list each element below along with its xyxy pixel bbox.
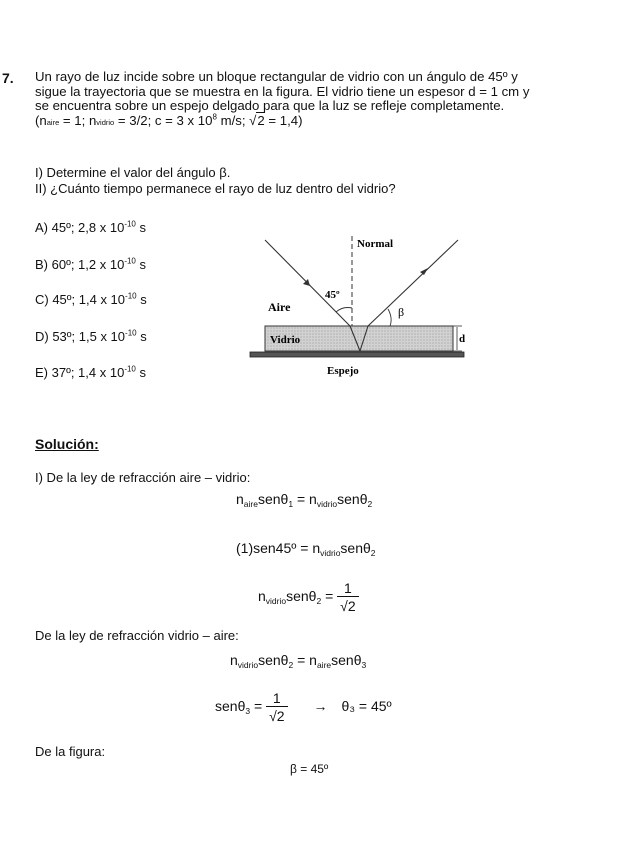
equation-4: $n_{vidrio}sen\theta_2 = n_{aire}sen\theta_3$ bbox=[230, 652, 367, 670]
statement-line-2: sigue la trayectoria que se muestra en la figura. El vidrio tiene un espesor d = 1 cm y bbox=[35, 83, 530, 99]
mirror bbox=[250, 352, 464, 357]
label-aire: Aire bbox=[268, 300, 291, 314]
given-values: (naire = 1; nvidrio = 3/2; c = 3 x $10^8$ m/s; √2 = 1,4) bbox=[35, 112, 303, 128]
equation-2: (1)sen45º = $n_{vidrio}sen\theta_2$ bbox=[236, 540, 376, 558]
label-beta: β bbox=[398, 305, 405, 319]
label-normal: Normal bbox=[357, 238, 394, 250]
equation-3: $n_{vidrio}sen\theta_2$ = $\frac{1}{√2}$ bbox=[258, 580, 359, 615]
option-b: B) 60º; 1,2 x $10^{-10}$ s bbox=[35, 256, 146, 272]
solution-title: Solución: bbox=[35, 436, 99, 452]
part1-intro: I) De la ley de refracción aire – vidrio: bbox=[35, 470, 251, 485]
equation-5: senθ$_3$ = $\frac{1}{√2}$ → θ₃ = 45º bbox=[215, 690, 392, 724]
problem-statement bbox=[35, 70, 631, 130]
option-e: E) 37º; 1,4 x $10^{-10}$ s bbox=[35, 364, 146, 380]
option-a: A) 45º; 2,8 x $10^{-10}$ s bbox=[35, 219, 146, 235]
part3-intro: De la figura: bbox=[35, 744, 106, 759]
question-1: I) Determine el valor del ángulo β. bbox=[35, 165, 231, 180]
option-d: D) 53º; 1,5 x $10^{-10}$ s bbox=[35, 328, 147, 344]
label-angle-45: 45º bbox=[325, 289, 340, 301]
part2-intro: De la ley de refracción vidrio – aire: bbox=[35, 628, 239, 643]
statement-line-1: Un rayo de luz incide sobre un bloque rectangular de vidrio con un ángulo de 45º y bbox=[35, 69, 518, 84]
label-vidrio: Vidrio bbox=[270, 334, 301, 346]
label-espejo: Espejo bbox=[327, 365, 359, 377]
option-c: C) 45º; 1,4 x $10^{-10}$ s bbox=[35, 291, 147, 307]
reflected-ray bbox=[368, 240, 458, 326]
result-beta: β = 45º bbox=[290, 762, 329, 776]
question-2: II) ¿Cuánto tiempo permanece el rayo de luz dentro del vidrio? bbox=[35, 181, 396, 196]
reflected-arrow bbox=[420, 268, 428, 275]
statement-line-3: se encuentra sobre un espejo delgado para que la luz se refleje completamente. bbox=[35, 98, 505, 114]
refraction-figure bbox=[240, 228, 480, 383]
equation-1: $n_{aire}sen\theta_1 = n_{vidrio}sen\theta_2$ bbox=[236, 491, 373, 509]
problem-number: 7. bbox=[2, 70, 14, 86]
label-d: d bbox=[459, 333, 466, 345]
